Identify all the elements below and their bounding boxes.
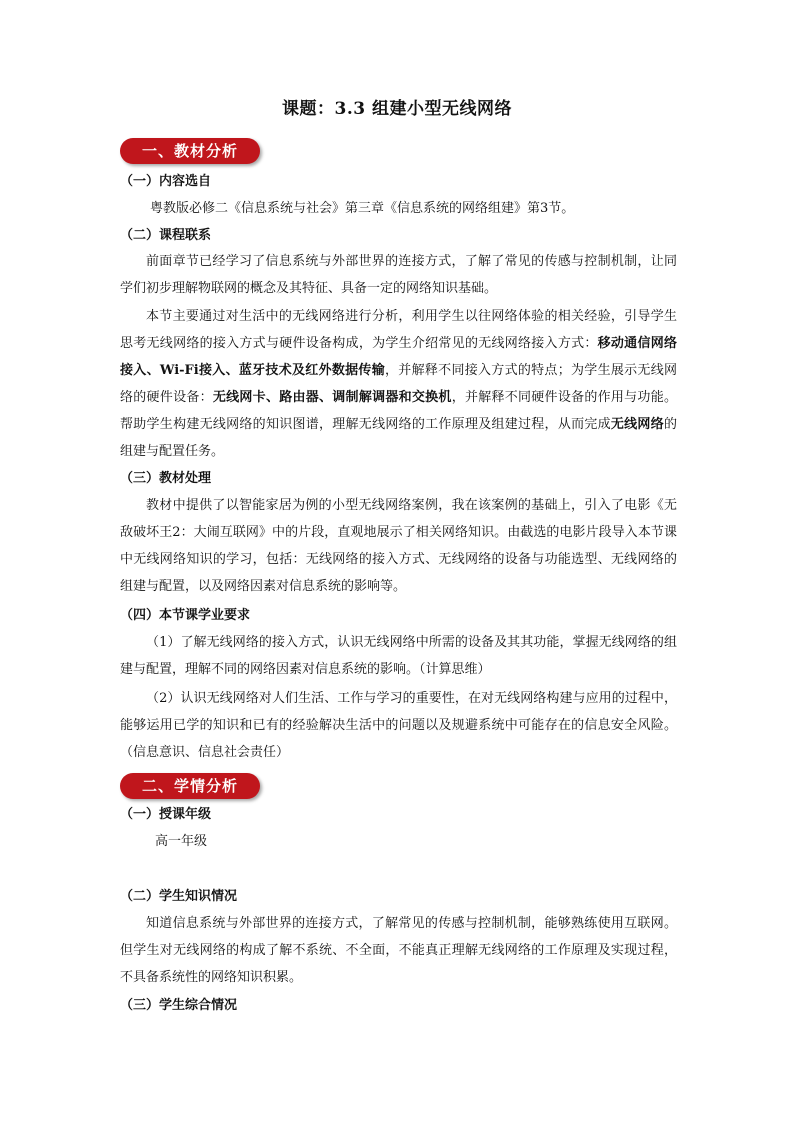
subheading-learning-requirements: （四）本节课学业要求 [120,608,251,623]
para-bold-access-methods: 移动通信网络接入、Wi-Fi接入、蓝牙技术及红外数据传输 [120,336,677,378]
student-knowledge-paragraph: 知道信息系统与外部世界的连接方式，了解常见的传感与控制机制，能够熟练使用互联网。但学生对无线网络的构成了解不系统、不全面，不能真正理解无线网络的工作原理及实现过程，不具备系统性的网络知识积累。 [120,916,677,985]
content-source-text: 粤教版必修二《信息系统与社会》第三章《信息系统的网络组建》第3节。 [150,201,575,216]
subheading-content-source: （一）内容选自 [120,174,212,189]
section-banner-student-analysis: 二、学情分析 [120,773,260,799]
course-connection-paragraph-2 [120,303,677,465]
page-title: 课题：3.3 组建小型无线网络 [282,99,512,119]
learning-requirement-1: （1）了解无线网络的接入方式，认识无线网络中所需的设备及其其功能，掌握无线网络的组建与配置，理解不同的网络因素对信息系统的影响。（计算思维） [120,635,677,677]
learning-requirement-2: （2）认识无线网络对人们生活、工作与学习的重要性，在对无线网络构建与应用的过程中，能够运用已学的知识和已有的经验解决生活中的问题以及规避系统中可能存在的信息安全风险。（信息意识、信息社会责任） [120,691,677,760]
material-handling-paragraph: 教材中提供了以智能家居为例的小型无线网络案例，我在该案例的基础上，引入了电影《无敌破坏王2：大闹互联网》中的片段，直观地展示了相关网络知识。由截选的电影片段导入本节课中无线网络知识的学习，包括：无线网络的接入方式、无线网络的设备与功能选型、无线网络的组建与配置，以及网络因素对信息系统的影响等。 [120,498,677,594]
subheading-student-overall: （三）学生综合情况 [120,998,238,1013]
subheading-material-handling: （三）教材处理 [120,471,212,486]
course-connection-paragraph-1: 前面章节已经学习了信息系统与外部世界的连接方式，了解了常见的传感与控制机制，让同学们初步理解物联网的概念及其特征、具备一定的网络知识基础。 [120,254,677,296]
para-bold-hardware: 无线网卡、路由器、调制解调器和交换机 [212,390,452,405]
para-bold-wireless-network: 无线网络 [610,417,664,432]
subheading-grade: （一）授课年级 [120,807,212,822]
para-segment: 本节主要通过对生活中的无线网络进行分析，利用学生以往网络体验的相关经验，引导学生思考无线网络的接入方式与硬件设备构成，为学生介绍常见的无线网络接入方式： [120,309,677,351]
para-segment: ，并解释不同接入方式的特点；为学生展示无线网络的硬件设备： [120,363,677,405]
para-segment: ，并解释不同硬件设备的作用与功能。帮助学生构建无线网络的知识图谱，理解无线网络的工作原理及组建过程，从而完成 [120,390,677,432]
para-segment: 的组建与配置任务。 [120,417,677,459]
section-banner-textbook-analysis: 一、教材分析 [120,138,260,164]
grade-text: 高一年级 [155,834,208,849]
subheading-course-connection: （二）课程联系 [120,228,212,243]
subheading-student-knowledge: （二）学生知识情况 [120,889,238,904]
